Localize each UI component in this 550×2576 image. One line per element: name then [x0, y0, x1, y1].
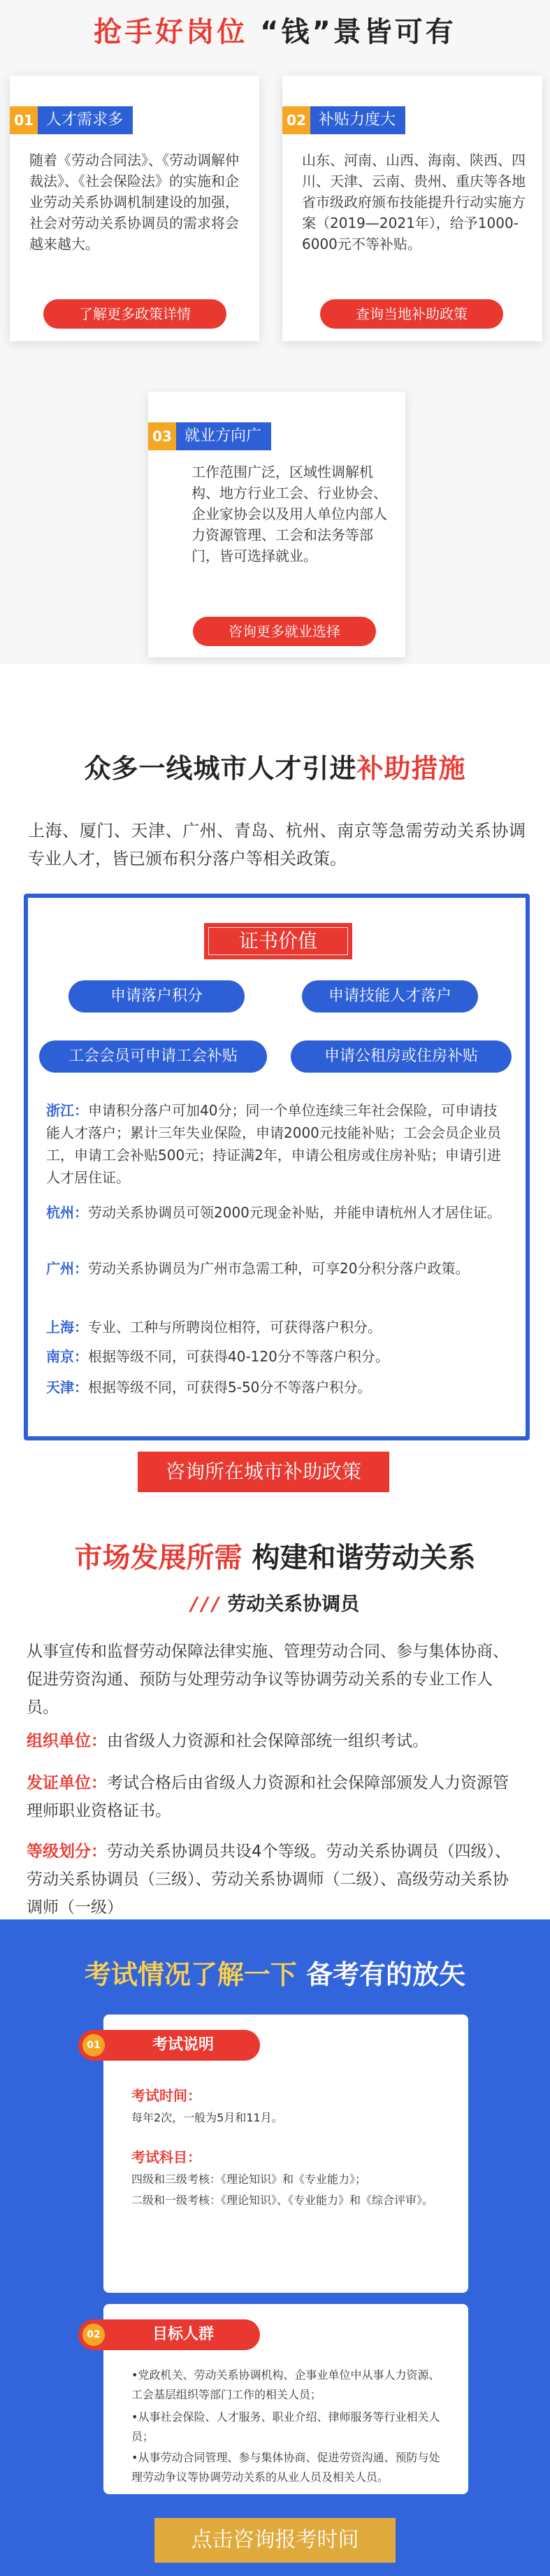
certificate-value-label: 证书价值 — [204, 923, 352, 959]
section-title-market — [0, 1536, 550, 1575]
title-highlight: 市场发展所需 — [74, 1542, 243, 1574]
tag-title: 考试说明 — [152, 2036, 214, 2054]
city-zhejiang — [46, 1099, 509, 1189]
pill-settlement-points: 申请落户积分 — [68, 980, 245, 1012]
city-name: 广州： — [46, 1260, 88, 1277]
exam-time-label: 考试时间： — [131, 2087, 201, 2104]
card-talent-demand — [10, 76, 259, 341]
info-text: 考试合格后由省级人力资源和社会保障部颁发人力资源管理师职业资格证书。 — [27, 1774, 509, 1820]
pill-union-subsidy: 工会会员可申请工会补贴 — [39, 1040, 267, 1073]
exam-time-consult-button[interactable]: 点击咨询报考时间 — [154, 2518, 396, 2563]
card-employment — [148, 392, 405, 657]
city-text: 根据等级不同，可获得40-120分不等落户积分。 — [88, 1348, 389, 1365]
subtitle — [0, 1589, 550, 1616]
city-guangzhou — [46, 1257, 509, 1280]
city-text: 劳动关系协调员可领2000元现金补贴，并能申请杭州人才居住证。 — [88, 1204, 501, 1221]
info-text: 劳动关系协调员共设4个等级。劳动关系协调员（四级）、劳动关系协调员（三级）、劳动关系协调师（二级）、高级劳动关系协调师（一级） — [27, 1842, 512, 1917]
city-hangzhou — [46, 1201, 509, 1224]
pill-housing-subsidy: 申请公租房或住房补贴 — [291, 1040, 512, 1073]
city-shanghai — [46, 1316, 509, 1338]
exam-subject-line: 二级和一级考核：《理论知识》、《专业能力》和《综合评审》。 — [131, 2194, 434, 2207]
target-line: •从事社会保险、人才服务、职业介绍、律师服务等行业相关人员； — [131, 2410, 440, 2443]
info-issuer — [27, 1769, 524, 1825]
job-description: 从事宣传和监督劳动保障法律实施、管理劳动合同、参与集体协商、促进劳资沟通、预防与处理劳动争议等协调劳动关系的专业工作人员。 — [27, 1643, 509, 1717]
target-audience-tag — [78, 2319, 260, 2350]
card-subsidy — [282, 76, 542, 341]
card-number: 02 — [282, 106, 310, 134]
tag-title: 目标人群 — [152, 2326, 214, 2343]
city-tianjin — [46, 1376, 509, 1398]
info-label: 发证单位： — [27, 1774, 107, 1792]
section-hot-jobs — [0, 0, 550, 664]
policy-details-button[interactable]: 了解更多政策详情 — [43, 299, 226, 329]
card-text: 山东、河南、山西、海南、陕西、四川、天津、云南、贵州、重庆等各地省市级政府颁布技能提升行动实施方案（2019—2021年），给予1000-6000元不等补贴。 — [302, 152, 526, 252]
title-text: 备考有的放矢 — [306, 1959, 466, 1990]
exam-subject-line: 四级和三级考核：《理论知识》和《专业能力》； — [131, 2173, 367, 2186]
target-audience-card — [87, 2304, 468, 2494]
tag-number: 02 — [82, 2324, 105, 2346]
title-text: “钱”景皆可有 — [260, 16, 456, 48]
tag-number: 01 — [82, 2034, 105, 2056]
card-label: 补贴力度大 — [310, 106, 405, 134]
title-text: 构建和谐劳动关系 — [252, 1542, 476, 1574]
title-highlight: 考试情况了解一下 — [84, 1959, 297, 1990]
info-text: 由省级人力资源和社会保障部统一组织考试。 — [107, 1732, 428, 1750]
city-name: 杭州： — [46, 1204, 88, 1221]
local-subsidy-button[interactable]: 查询当地补助政策 — [320, 299, 503, 329]
city-text: 根据等级不同，可获得5-50分不等落户积分。 — [88, 1379, 372, 1396]
section-title-subsidy — [0, 747, 550, 785]
card-text: 工作范围广泛，区域性调解机构、地方行业工会、行业协会、企业家协会以及用人单位内部人力资源管理、工会和法务等部门，皆可选择就业。 — [191, 464, 387, 564]
section-intro: 上海、厦门、天津、广州、青岛、杭州、南京等急需劳动关系协调专业人才，皆已颁布积分落户等相关政策。 — [28, 821, 526, 868]
title-highlight: 抢手好岗位 — [94, 16, 248, 48]
exam-description-tag — [78, 2030, 260, 2061]
info-organizer — [27, 1727, 524, 1755]
title-highlight: 补助措施 — [356, 753, 466, 784]
slash-decoration-icon: / / / — [190, 1594, 218, 1615]
target-line: •从事劳动合同管理、参与集体协商、促进劳资沟通、预防与处理劳动争议等协调劳动关系的从业人员及相关人员。 — [131, 2451, 440, 2484]
city-nanjing — [46, 1345, 509, 1368]
certificate-value-box — [24, 894, 530, 1440]
exam-description-card — [87, 2015, 468, 2293]
city-text: 劳动关系协调员为广州市急需工种，可享20分积分落户政策。 — [88, 1260, 470, 1277]
city-name: 上海： — [46, 1319, 88, 1336]
section-title — [0, 10, 550, 50]
exam-subject-label: 考试科目： — [131, 2149, 201, 2166]
info-label: 组织单位： — [27, 1732, 107, 1750]
city-name: 浙江： — [46, 1102, 88, 1119]
target-line: •党政机关、劳动关系协调机构、企事业单位中从事人力资源、工会基层组织等部门工作的相关人员； — [131, 2368, 440, 2401]
city-text: 申请积分落户可加40分；同一个单位连续三年社会保险，可申请技能人才落户；累计三年失业保险，申请2000元技能补贴；工会会员企业员工，申请工会补贴500元；持证满2年，申请公租房或住房补贴；申请引进人才居住证。 — [46, 1102, 501, 1186]
pill-talent-settlement: 申请技能人才落户 — [302, 980, 478, 1012]
exam-time-text: 每年2次，一般为5月和11月。 — [131, 2111, 283, 2124]
city-subsidy-button[interactable]: 咨询所在城市补助政策 — [138, 1452, 389, 1492]
card-label: 人才需求多 — [38, 106, 133, 134]
city-name: 南京： — [46, 1348, 88, 1365]
info-label: 等级划分： — [27, 1842, 107, 1861]
card-number: 01 — [10, 106, 38, 134]
card-text: 随着《劳动合同法》、《劳动调解仲裁法》、《社会保险法》的实施和企业劳动关系协调机制建设的加强，社会对劳动关系协调员的需求将会越来越大。 — [29, 152, 239, 252]
card-label: 就业方向广 — [176, 422, 271, 450]
title-text: 众多一线城市人才引进 — [84, 753, 357, 784]
subtitle-text: 劳动关系协调员 — [227, 1594, 360, 1615]
section-exam-info — [0, 1919, 550, 2576]
section-title-exam — [0, 1953, 550, 1991]
city-name: 天津： — [46, 1379, 88, 1396]
card-number: 03 — [148, 422, 176, 450]
info-levels — [27, 1838, 524, 1922]
city-text: 专业、工种与所聘岗位相符，可获得落户积分。 — [88, 1319, 382, 1336]
employment-options-button[interactable]: 咨询更多就业选择 — [193, 617, 376, 646]
